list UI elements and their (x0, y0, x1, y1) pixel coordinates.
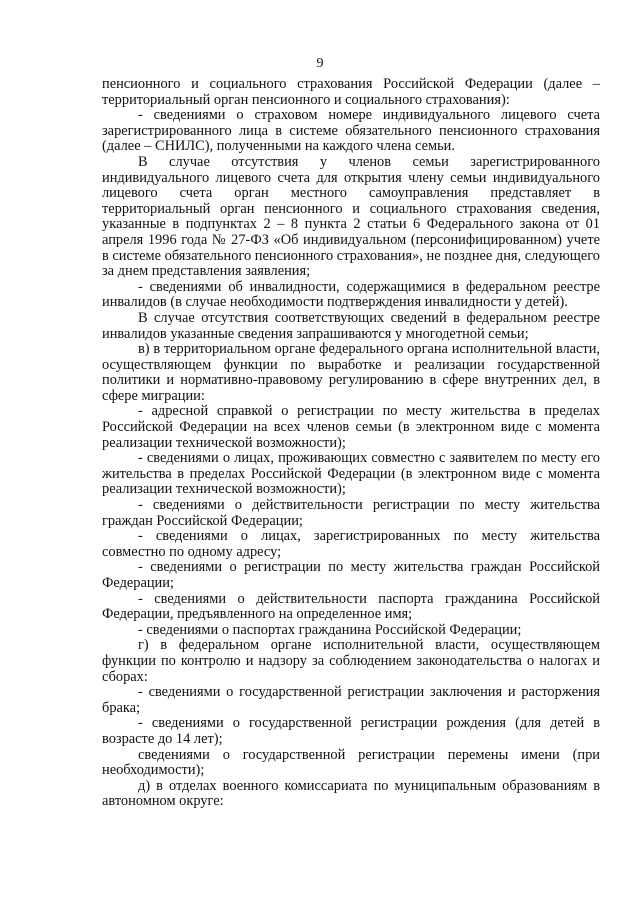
paragraph: В случае отсутствия у членов семьи зарегистрированного индивидуального лицевого счета для открытия члену семьи индивидуального лицевого счета орган местного самоуправления представляет в территориальный орган пенсионного и социального страхования сведения, указанные в подпунктах 2 – 8 пункта 2 статьи 6 Федерального закона от 01 апреля 1996 года № 27-ФЗ «Об индивидуальном (персонифицированном) учете в системе обязательного пенсионного страхования», не позднее дня, следующего за днем представления заявления; (102, 153, 600, 280)
paragraph: - сведениями о страховом номере индивидуального лицевого счета зарегистрированного лица в системе обязательного пенсионного страхования (далее – СНИЛС), полученными на каждого члена семьи. (102, 107, 600, 155)
page-number: 9 (316, 56, 324, 71)
paragraph: - сведениями о действительности паспорта гражданина Российской Федерации, предъявленного на определенное имя; (102, 590, 600, 623)
paragraph: в) в территориальном органе федерального органа исполнительной власти, осуществляющем функции по выработке и реализации государственной политики и нормативно-правовому регулированию в сфере внутренних дел, в сфере миграции: (102, 341, 600, 404)
paragraph: - сведениями о лицах, зарегистрированных по месту жительства совместно по одному адресу; (102, 528, 600, 560)
paragraph: - адресной справкой о регистрации по месту жительства в пределах Российской Федерации на всех членов семьи (в электронном виде с момента реализации технической возможности); (102, 403, 600, 451)
paragraph: - сведениями об инвалидности, содержащимися в федеральном реестре инвалидов (в случае необходимости подтверждения инвалидности у детей). (102, 278, 600, 311)
paragraph: В случае отсутствия соответствующих сведений в федеральном реестре инвалидов указанные сведения запрашиваются у многодетной семьи; (102, 309, 600, 342)
paragraph: - сведениями о государственной регистрации рождения (для детей в возрасте до 14 лет); (102, 715, 600, 747)
document-body (102, 77, 600, 810)
paragraph: г) в федеральном органе исполнительной власти, осуществляющем функции по контролю и надзору за соблюдением законодательства о налогах и сборах: (102, 637, 600, 685)
paragraph: - сведениями о регистрации по месту жительства граждан Российской Федерации; (102, 559, 600, 591)
paragraph: пенсионного и социального страхования Российской Федерации (далее – территориальный орган пенсионного и социального страхования): (102, 76, 600, 108)
paragraph: - сведениями о действительности регистрации по месту жительства граждан Российской Федерации; (102, 497, 600, 529)
paragraph: - сведениями о лицах, проживающих совместно с заявителем по месту его жительства в пределах Российской Федерации (в электронном виде с момента реализации технической возможности); (102, 450, 600, 498)
paragraph: сведениями о государственной регистрации перемены имени (при необходимости); (102, 746, 600, 779)
paragraph: д) в отделах военного комиссариата по муниципальным образованиям в автономном округе: (102, 777, 600, 810)
paragraph: - сведениями о государственной регистрации заключения и расторжения брака; (102, 684, 600, 716)
paragraph: - сведениями о паспортах гражданина Российской Федерации; (138, 621, 522, 638)
